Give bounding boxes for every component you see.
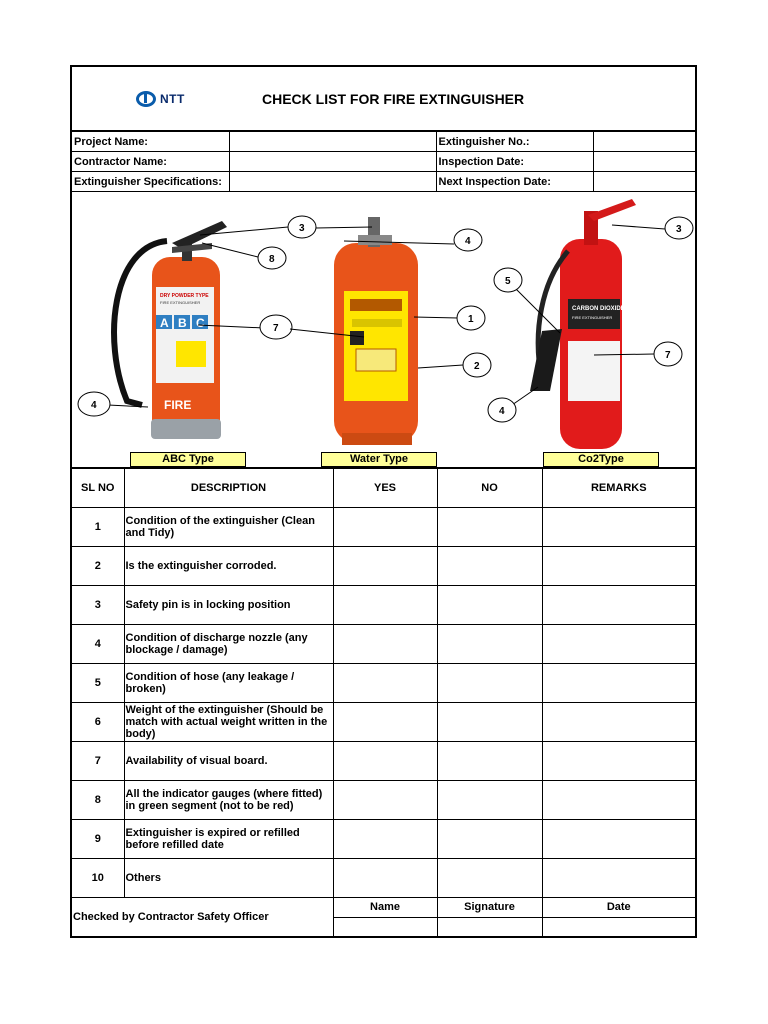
row-yes-cell[interactable] — [333, 547, 437, 586]
row-sl-no: 9 — [72, 820, 124, 859]
row-no-cell[interactable] — [437, 742, 542, 781]
row-remarks-cell[interactable] — [542, 859, 695, 898]
project-name-label: Project Name: — [72, 132, 229, 152]
row-no-cell[interactable] — [437, 664, 542, 703]
callout-co2-5: 5 — [505, 276, 511, 287]
col-no: NO — [437, 469, 542, 508]
row-yes-cell[interactable] — [333, 703, 437, 742]
callout-co2-3: 3 — [676, 224, 682, 235]
col-sl-no: SL NO — [72, 469, 124, 508]
co2-label-line-2: FIRE EXTINGUISHER — [572, 315, 613, 320]
extinguisher-specs-label: Extinguisher Specifications: — [72, 172, 229, 192]
water-extinguisher-image — [334, 217, 418, 445]
table-row — [72, 625, 695, 664]
abc-letter-c: C — [196, 316, 205, 330]
row-no-cell[interactable] — [437, 703, 542, 742]
row-sl-no: 2 — [72, 547, 124, 586]
extinguisher-specs-field[interactable] — [229, 172, 436, 192]
row-description: Safety pin is in locking position — [124, 586, 333, 625]
table-row — [72, 703, 695, 742]
abc-fire-text: FIRE — [164, 398, 192, 412]
callout-water-2: 2 — [474, 361, 480, 372]
table-row — [72, 664, 695, 703]
ntt-logo — [136, 91, 185, 107]
table-row — [72, 742, 695, 781]
row-description: Is the extinguisher corroded. — [124, 547, 333, 586]
row-description: Others — [124, 859, 333, 898]
extinguisher-illustration — [72, 191, 695, 468]
row-remarks-cell[interactable] — [542, 742, 695, 781]
extinguisher-no-label: Extinguisher No.: — [436, 132, 593, 152]
row-yes-cell[interactable] — [333, 820, 437, 859]
row-sl-no: 1 — [72, 508, 124, 547]
extinguisher-diagram — [72, 191, 695, 468]
col-description: DESCRIPTION — [124, 469, 333, 508]
row-remarks-cell[interactable] — [542, 781, 695, 820]
co2-extinguisher-image — [530, 199, 636, 449]
sign-signature-field[interactable] — [437, 917, 542, 937]
sign-date-header: Date — [542, 898, 695, 918]
info-table — [72, 131, 695, 192]
co2-label-line-1: CARBON DIOXIDE — [572, 306, 625, 312]
page-title: CHECK LIST FOR FIRE EXTINGUISHER — [262, 91, 525, 107]
inspection-date-field[interactable] — [593, 152, 695, 172]
table-row — [72, 547, 695, 586]
row-no-cell[interactable] — [437, 781, 542, 820]
row-no-cell[interactable] — [437, 820, 542, 859]
row-description: Condition of hose (any leakage / broken) — [124, 664, 333, 703]
logo-text: NTT — [160, 92, 185, 106]
abc-label-line-2: FIRE EXTINGUISHER — [160, 300, 201, 305]
row-remarks-cell[interactable] — [542, 586, 695, 625]
row-sl-no: 3 — [72, 586, 124, 625]
row-yes-cell[interactable] — [333, 664, 437, 703]
row-no-cell[interactable] — [437, 859, 542, 898]
callout-abc-7: 7 — [273, 323, 279, 334]
co2-type-tag: Co2Type — [543, 452, 659, 467]
row-sl-no: 5 — [72, 664, 124, 703]
col-yes: YES — [333, 469, 437, 508]
row-description: All the indicator gauges (where fitted) in green segment (not to be red) — [124, 781, 333, 820]
row-remarks-cell[interactable] — [542, 625, 695, 664]
next-inspection-date-field[interactable] — [593, 172, 695, 192]
row-no-cell[interactable] — [437, 625, 542, 664]
row-yes-cell[interactable] — [333, 508, 437, 547]
next-inspection-date-label: Next Inspection Date: — [436, 172, 593, 192]
contractor-name-label: Contractor Name: — [72, 152, 229, 172]
row-remarks-cell[interactable] — [542, 547, 695, 586]
table-row — [72, 508, 695, 547]
row-description: Weight of the extinguisher (Should be match with actual weight written in the body) — [124, 703, 333, 742]
row-sl-no: 10 — [72, 859, 124, 898]
header — [72, 67, 695, 131]
checklist-sheet — [70, 65, 697, 938]
table-row — [72, 820, 695, 859]
callout-water-4: 4 — [465, 236, 471, 247]
row-yes-cell[interactable] — [333, 742, 437, 781]
extinguisher-no-field[interactable] — [593, 132, 695, 152]
row-yes-cell[interactable] — [333, 781, 437, 820]
abc-letter-b: B — [178, 316, 187, 330]
abc-letter-a: A — [160, 316, 169, 330]
row-description: Availability of visual board. — [124, 742, 333, 781]
row-description: Condition of discharge nozzle (any blockage / damage) — [124, 625, 333, 664]
row-no-cell[interactable] — [437, 586, 542, 625]
inspection-date-label: Inspection Date: — [436, 152, 593, 172]
row-description: Condition of the extinguisher (Clean and Tidy) — [124, 508, 333, 547]
row-remarks-cell[interactable] — [542, 664, 695, 703]
checklist-header-row — [72, 469, 695, 508]
row-description: Extinguisher is expired or refilled before refilled date — [124, 820, 333, 859]
sign-name-field[interactable] — [333, 917, 437, 937]
callout-co2-4: 4 — [499, 406, 505, 417]
checklist-table — [72, 468, 695, 937]
callout-abc-4: 4 — [91, 400, 97, 411]
project-name-field[interactable] — [229, 132, 436, 152]
row-no-cell[interactable] — [437, 508, 542, 547]
row-yes-cell[interactable] — [333, 859, 437, 898]
callout-abc-3: 3 — [299, 223, 305, 234]
row-no-cell[interactable] — [437, 547, 542, 586]
table-row — [72, 859, 695, 898]
col-remarks: REMARKS — [542, 469, 695, 508]
sign-name-header: Name — [333, 898, 437, 918]
callout-abc-8: 8 — [269, 254, 275, 265]
callout-water-1: 1 — [468, 314, 474, 325]
row-sl-no: 6 — [72, 703, 124, 742]
abc-label-line-1: DRY POWDER TYPE — [160, 293, 209, 299]
ntt-logo-icon — [136, 91, 156, 107]
callout-co2-7: 7 — [665, 350, 671, 361]
row-sl-no: 4 — [72, 625, 124, 664]
row-remarks-cell[interactable] — [542, 703, 695, 742]
checked-by-label: Checked by Contractor Safety Officer — [72, 898, 333, 937]
sign-date-field[interactable] — [542, 917, 695, 937]
row-yes-cell[interactable] — [333, 625, 437, 664]
row-remarks-cell[interactable] — [542, 508, 695, 547]
sign-signature-header: Signature — [437, 898, 542, 918]
row-sl-no: 7 — [72, 742, 124, 781]
water-type-tag: Water Type — [321, 452, 437, 467]
table-row — [72, 781, 695, 820]
row-remarks-cell[interactable] — [542, 820, 695, 859]
table-row — [72, 586, 695, 625]
row-sl-no: 8 — [72, 781, 124, 820]
contractor-name-field[interactable] — [229, 152, 436, 172]
row-yes-cell[interactable] — [333, 586, 437, 625]
abc-type-tag: ABC Type — [130, 452, 246, 467]
